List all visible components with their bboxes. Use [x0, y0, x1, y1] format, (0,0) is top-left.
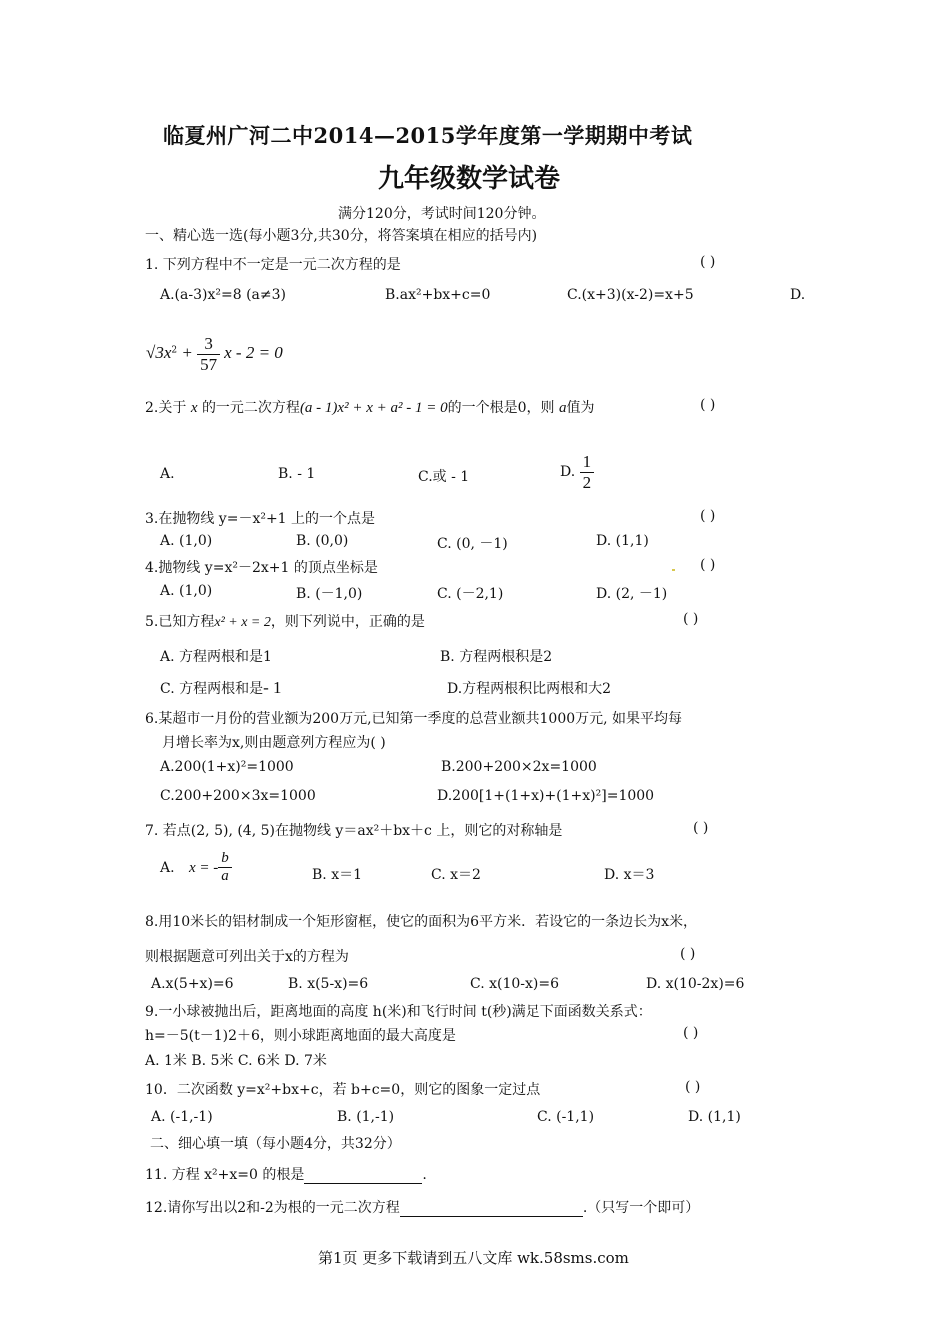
- q10-option-c: C. (-1,1): [537, 1109, 595, 1125]
- q7-option-c: C. x＝2: [431, 867, 481, 883]
- exam-title: 临夏州广河二中2014—2015学年度第一学期期中考试: [163, 123, 693, 148]
- q2-post: 的一个根是0，则: [447, 400, 555, 416]
- q10-option-d: D. (1,1): [688, 1109, 741, 1125]
- q8-option-b: B. x(5-x)=6: [288, 976, 369, 992]
- q9-line1: 9.一小球被抛出后，距离地面的高度 h(米)和飞行时间 t(秒)满足下面函数关系式：: [145, 1004, 652, 1020]
- q6-option-b: B.200+200×2x=1000: [441, 759, 597, 775]
- q7-option-a-label: A.: [160, 859, 175, 876]
- q6-option-d: D.200[1+(1+x)+(1+x)²]=1000: [437, 788, 655, 804]
- section2-heading: 二、细心填一填（每小题4分，共32分）: [150, 1136, 401, 1152]
- q1-option-d: D.: [790, 287, 806, 303]
- q10-option-b: B. (1,-1): [337, 1109, 395, 1125]
- q7-option-d: D. x＝3: [604, 867, 655, 883]
- q9-line2: h=－5(t－1)2＋6，则小球距离地面的最大高度是: [145, 1028, 456, 1044]
- q8-line2: 则根据题意可列出关于x的方程为: [145, 949, 349, 965]
- q9-options: A. 1米 B. 5米 C. 6米 D. 7米: [145, 1053, 327, 1069]
- q4-option-d: D. (2, －1): [596, 586, 668, 602]
- q6-line1: 6.某超市一月份的营业额为200万元,已知第一季度的总营业额共1000万元, 如果平均每: [145, 711, 683, 727]
- q2-pre: 2.关于: [145, 400, 187, 416]
- q4-option-a: A. (1,0): [160, 583, 213, 599]
- q2-equation: (a - 1)x² + x + a² - 1 = 0: [299, 400, 448, 416]
- q1-option-d-formula: [146, 334, 283, 374]
- q5-option-c-value: - 1: [263, 678, 282, 697]
- page-footer: 第1页 更多下载请到五八文库 wk.58sms.com: [318, 1249, 629, 1267]
- q7-a-numerator: b: [218, 850, 232, 868]
- q5-option-a: A. 方程两根和是1: [160, 649, 272, 665]
- q6-line2: 月增长率为x,则由题意列方程应为( ): [162, 735, 386, 751]
- q12-pre: 12.请你写出以2和-2为根的一元二次方程: [145, 1200, 400, 1216]
- q10-stem: 10．二次函数 y=x²+bx+c，若 b+c=0，则它的图象一定过点: [145, 1082, 541, 1098]
- q5-option-b: B. 方程两根积是2: [440, 649, 553, 665]
- q2-stem: [145, 397, 594, 417]
- q3-option-b: B. (0,0): [296, 533, 349, 549]
- q5-option-c: [160, 678, 282, 698]
- q6-option-a: A.200(1+x)²=1000: [160, 759, 294, 775]
- q2-d-numerator: 1: [580, 452, 595, 473]
- scan-mark: [672, 569, 675, 571]
- q2-mid: 的一元二次方程: [201, 400, 300, 416]
- q10-answer-paren: ( ): [685, 1079, 701, 1095]
- q8-option-d: D. x(10-2x)=6: [646, 976, 745, 992]
- q8-option-a: A.x(5+x)=6: [151, 976, 234, 992]
- q1-d-denominator: 57: [200, 354, 218, 374]
- q1-d-square: 2: [171, 345, 178, 356]
- q8-option-c: C. x(10-x)=6: [470, 976, 560, 992]
- q2-option-b: B. - 1: [278, 466, 316, 482]
- q2-answer-paren: ( ): [700, 397, 716, 413]
- q7-stem: 7. 若点(2, 5), (4, 5)在抛物线 y＝ax²＋bx＋c 上，则它的对称轴是: [145, 823, 563, 839]
- q7-option-a-eq: x = -: [189, 859, 219, 876]
- q4-option-b: B. (－1,0): [296, 586, 363, 602]
- q2-option-d: [560, 452, 594, 492]
- q3-option-d: D. (1,1): [596, 533, 649, 549]
- q1-answer-paren: ( ): [700, 254, 716, 270]
- q12-answer-blank[interactable]: [400, 1200, 583, 1217]
- q4-option-c: C. (－2,1): [437, 586, 504, 602]
- q9-answer-paren: ( ): [683, 1025, 699, 1041]
- q11-post: .: [422, 1167, 427, 1183]
- q4-answer-paren: ( ): [700, 557, 716, 573]
- q1-d-numerator: 3: [197, 334, 220, 355]
- q11-pre: 11. 方程 x²+x=0 的根是: [145, 1167, 305, 1183]
- q5-stem: [145, 611, 425, 631]
- q6-option-c: C.200+200×3x=1000: [160, 788, 316, 804]
- q12-stem: [145, 1197, 699, 1217]
- q2-option-a: A.: [160, 466, 175, 482]
- q1-d-fraction: [197, 334, 220, 374]
- q5-option-d: D.方程两根积比两根和大2: [447, 681, 612, 697]
- q1-stem: 1. 下列方程中不一定是一元二次方程的是: [145, 257, 401, 273]
- q2-x: x: [190, 400, 198, 416]
- q10-option-a: A. (-1,-1): [151, 1109, 213, 1125]
- q2-option-d-fraction: [580, 452, 595, 492]
- q4-stem: 4.抛物线 y=x²－2x+1 的顶点坐标是: [145, 560, 378, 576]
- q7-option-b: B. x＝1: [312, 867, 362, 883]
- q5-stem-pre: 5.已知方程: [145, 614, 215, 630]
- q12-post: .（只写一个即可）: [582, 1200, 700, 1216]
- q8-line1: 8.用10米长的铝材制成一个矩形窗框，使它的面积为6平方米．若设它的一条边长为x米，: [145, 914, 697, 930]
- exam-subtitle: 九年级数学试卷: [378, 164, 561, 194]
- q8-answer-paren: ( ): [680, 946, 696, 962]
- q1-d-sqrt-term: √3x: [146, 343, 172, 363]
- q5-answer-paren: ( ): [683, 611, 699, 627]
- q7-a-denominator: a: [221, 868, 229, 885]
- section1-heading: 一、精心选一选(每小题3分,共30分，将答案填在相应的括号内): [145, 228, 538, 244]
- q2-d-denominator: 2: [582, 472, 592, 492]
- q2-post2: 值为: [566, 400, 595, 416]
- q7-option-a: [160, 850, 232, 886]
- q2-option-c: C.或 - 1: [418, 469, 470, 485]
- q11-answer-blank[interactable]: [304, 1167, 422, 1184]
- q11-stem: [145, 1164, 427, 1184]
- q1-d-tail: x - 2 = 0: [224, 343, 283, 363]
- q5-equation: x² + x = 2: [214, 615, 271, 630]
- q3-answer-paren: ( ): [700, 508, 716, 524]
- q1-d-plus: +: [177, 343, 198, 363]
- q5-option-c-label: C. 方程两根和是: [160, 681, 264, 697]
- q3-stem: 3.在抛物线 y=－x²+1 上的一个点是: [145, 511, 376, 527]
- q7-option-a-fraction: [218, 850, 232, 886]
- q1-option-a: A.(a-3)x²=8 (a≠3): [160, 287, 286, 303]
- q1-option-b: B.ax²+bx+c=0: [385, 287, 491, 303]
- q2-a: a: [558, 400, 567, 416]
- q3-option-c: C. (0, －1): [437, 536, 508, 552]
- q1-option-c: C.(x+3)(x-2)=x+5: [567, 287, 694, 303]
- q7-answer-paren: ( ): [693, 820, 709, 836]
- q3-option-a: A. (1,0): [160, 533, 213, 549]
- q5-stem-post: ，则下列说中，正确的是: [270, 614, 425, 630]
- exam-info: 满分120分，考试时间120分钟。: [338, 206, 546, 222]
- q2-option-d-label: D.: [560, 464, 576, 481]
